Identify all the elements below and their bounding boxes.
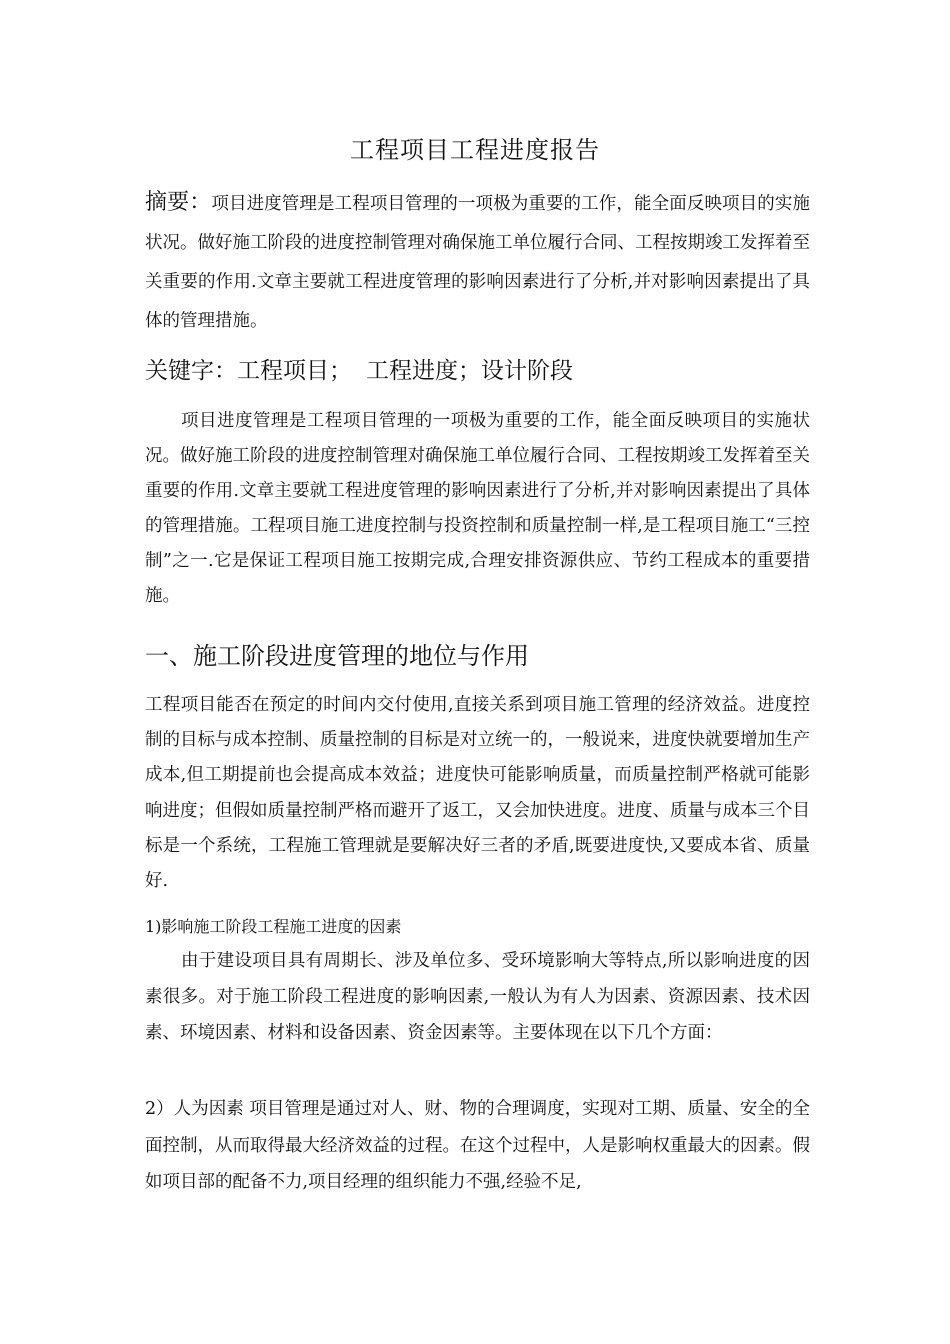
abstract-text: 项目进度管理是工程项目管理的一项极为重要的工作，能全面反映项目的实施状况。做好施工阶段的进度控制管理对确保施工单位履行合同、工程按期竣工发挥着至关重要的作用.文章主要就工程进度管理的影响因素进行了分析,并对影响因素提出了具体的管理措施。: [145, 194, 810, 331]
keywords-line: [145, 351, 810, 391]
document-title: 工程项目工程进度报告: [350, 136, 600, 164]
abstract-paragraph: [145, 183, 810, 341]
keyword-2: 工程进度；设计阶段: [366, 358, 573, 384]
keyword-1: 工程项目；: [237, 358, 352, 384]
section-1-paragraph: 工程项目能否在预定的时间内交付使用,直接关系到项目施工管理的经济效益。进度控制的目标与成本控制、质量控制的目标是对立统一的，一般说来，进度快就要增加生产成本,但工期提前也会提高成本效益；进度快可能影响质量，而质量控制严格就可能影响进度；但假如质量控制严格而避开了返工，又会加快进度。进度、质量与成本三个目标是一个系统，工程施工管理就是要解决好三者的矛盾,既要进度快,又要成本省、质量好.: [145, 695, 810, 892]
keywords-label: 关键字：: [145, 358, 237, 384]
intro-paragraph: 项目进度管理是工程项目管理的一项极为重要的工作，能全面反映项目的实施状况。做好施工阶段的进度控制管理对确保施工单位履行合同、工程按期竣工发挥着至关重要的作用.文章主要就工程进度管理的影响因素进行了分析,并对影响因素提出了具体的管理措施。工程项目施工进度控制与投资控制和质量控制一样,是工程项目施工“三控制”之一.它是保证工程项目施工按期完成,合理安排资源供应、节约工程成本的重要措施。: [145, 411, 810, 606]
subsection-2-paragraph: 2）人为因素 项目管理是通过对人、财、物的合理调度，实现对工期、质量、安全的全面控制，从而取得最大经济效益的过程。在这个过程中，人是影响权重最大的因素。假如项目部的配备不力,项目经理的组织能力不强,经验不足,: [145, 1099, 810, 1192]
section-1-heading: 一、施工阶段进度管理的地位与作用: [145, 642, 529, 670]
subheading-1: 1)影响施工阶段工程施工进度的因素: [145, 917, 402, 936]
abstract-label: 摘要：: [145, 190, 212, 215]
subsection-1-paragraph: 由于建设项目具有周期长、涉及单位多、受环境影响大等特点,所以影响进度的因素很多。对于施工阶段工程进度的影响因素,一般认为有人为因素、资源因素、技术因素、环境因素、材料和设备因素、资金因素等。主要体现在以下几个方面：: [145, 951, 810, 1043]
